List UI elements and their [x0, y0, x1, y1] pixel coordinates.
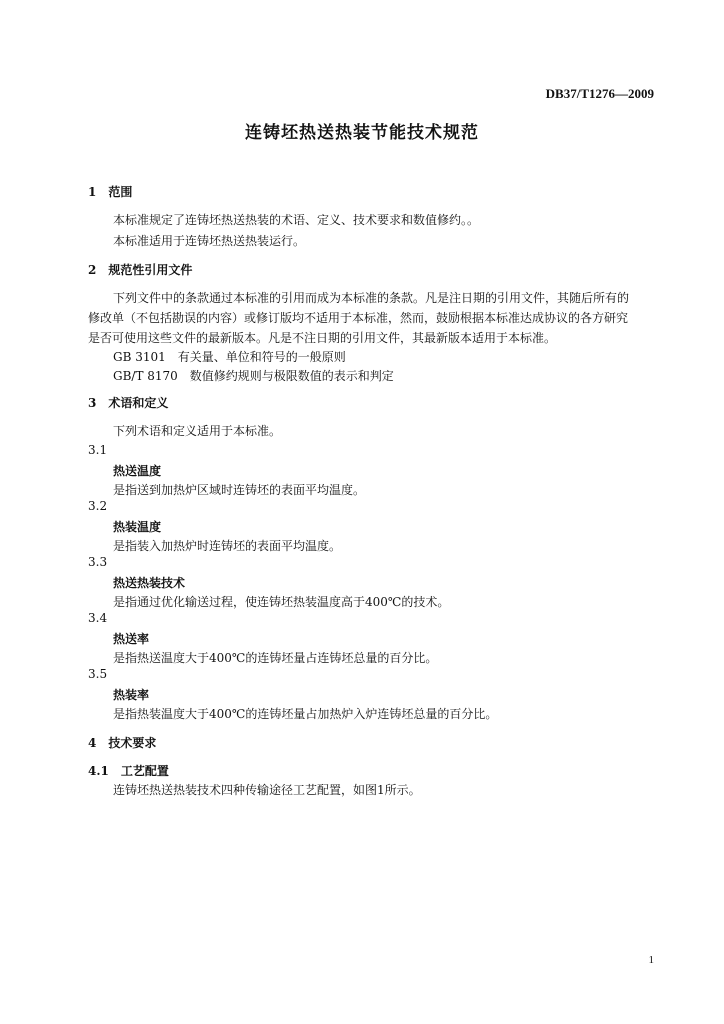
term-number: 3.4 [88, 611, 108, 625]
section-3-heading: 3 术语和定义 [88, 396, 169, 410]
section-4-heading: 4 技术要求 [88, 736, 157, 750]
term-definition: 是指通过优化输送过程，使连铸坯热装温度高于400℃的技术。 [113, 595, 450, 609]
document-number: DB37/T1276—2009 [545, 86, 654, 101]
term-definition: 是指送到加热炉区域时连铸坯的表面平均温度。 [113, 483, 366, 497]
term-number: 3.5 [88, 667, 108, 681]
term-number: 3.1 [88, 443, 108, 457]
term-name: 热装率 [113, 688, 150, 702]
term-definition: 是指热装温度大于400℃的连铸坯量占加热炉入炉连铸坯总量的百分比。 [113, 707, 498, 721]
term-name: 热送率 [113, 632, 150, 646]
section-4-1-paragraph: 连铸坯热送热装技术四种传输途径工艺配置，如图1所示。 [113, 783, 421, 797]
section-3-intro: 下列术语和定义适用于本标准。 [113, 424, 282, 438]
reference-gbt8170: GB/T 8170 数值修约规则与极限数值的表示和判定 [113, 369, 394, 383]
section-1-heading: 1 范围 [88, 185, 133, 199]
section-4-1-heading: 4.1 工艺配置 [88, 764, 169, 778]
document-title: 连铸坯热送热装节能技术规范 [245, 123, 479, 143]
term-definition: 是指热送温度大于400℃的连铸坯量占连铸坯总量的百分比。 [113, 651, 438, 665]
reference-gb3101: GB 3101 有关量、单位和符号的一般原则 [113, 350, 346, 364]
term-name: 热送温度 [113, 464, 162, 478]
page-number: 1 [648, 954, 654, 966]
term-number: 3.3 [88, 555, 108, 569]
term-name: 热送热装技术 [113, 576, 186, 590]
section-1-paragraph-2: 本标准适用于连铸坯热送热装运行。 [113, 234, 306, 248]
term-name: 热装温度 [113, 520, 162, 534]
section-2-paragraph-line-2: 修改单（不包括勘误的内容）或修订版均不适用于本标准，然而，鼓励根据本标准达成协议的各方研究 [88, 311, 629, 325]
section-1-paragraph-1: 本标准规定了连铸坯热送热装的术语、定义、技术要求和数值修约。。 [113, 213, 480, 227]
term-number: 3.2 [88, 499, 108, 513]
section-2-paragraph-line-1: 下列文件中的条款通过本标准的引用而成为本标准的条款。凡是注日期的引用文件，其随后所有的 [113, 291, 630, 305]
section-2-paragraph-line-3: 是否可使用这些文件的最新版本。凡是不注日期的引用文件，其最新版本适用于本标准。 [88, 331, 557, 345]
term-definition: 是指装入加热炉时连铸坯的表面平均温度。 [113, 539, 342, 553]
section-2-heading: 2 规范性引用文件 [88, 263, 193, 277]
